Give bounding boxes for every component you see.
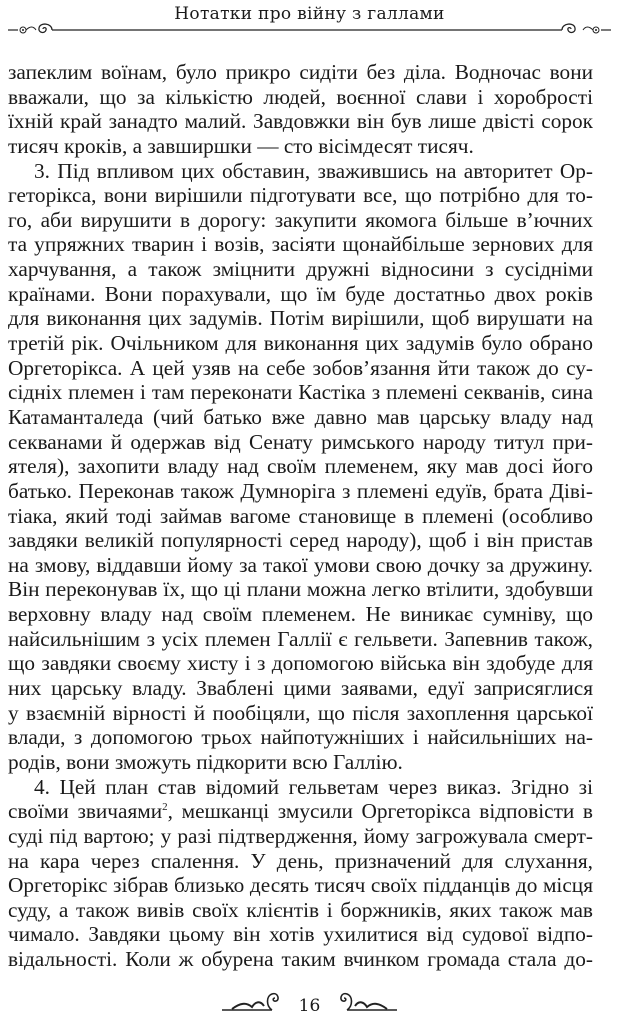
text-line: Оргеторікс зібрав близько десять тисяч своїх підданців до місця: [8, 873, 593, 898]
text-line: батько. Переконав також Думноріга з племені едуїв, брата Діві-: [8, 478, 593, 503]
text-fragment: своїми звичаями: [8, 799, 163, 824]
text-line: сідніх племен і там переконати Кастіка з племені секванів, сина: [8, 380, 593, 405]
text-line: для виконання цих задумів. Потім вирішили, щоб вирушати на: [8, 306, 593, 331]
text-line-with-footnote: [8, 799, 593, 824]
text-line: запеклим воїнам, було прикро сидіти без діла. Водночас вони: [8, 60, 593, 84]
text-line: суді під вартою; у разі підтвердження, йому загрожувала смерт-: [8, 823, 593, 848]
text-line: третій рік. Очільником для виконання цих задумів було обрано: [8, 331, 593, 356]
ornamental-header-rule-icon: [0, 20, 619, 40]
page-footer: [0, 990, 619, 1020]
text-line: родів, вони зможуть підкорити всю Галлію.: [8, 749, 403, 774]
text-line: суду, а також вивів своїх клієнтів і боржників, яких також мав: [8, 897, 593, 922]
running-title: Нотатки про війну з галлами: [174, 4, 445, 24]
text-line: харчування, а також зміцнити дружні відносини з сусідніми: [8, 257, 593, 282]
text-fragment: , мешканці змусили Оргеторікса відповісти в: [167, 799, 593, 824]
body-text: [8, 60, 593, 972]
text-line: верховну владу над своїм племенем. Не виникає сумніву, що: [8, 602, 593, 627]
text-line: їхній край занадто малий. Завдовжки він був лише двісті сорок: [8, 109, 593, 134]
paragraph-4-start: 4. Цей план став відомий гельветам через виказ. Згідно зі: [34, 774, 593, 799]
text-line: тисяч кроків, а завширшки — сто вісімдесят тисяч.: [8, 133, 474, 158]
text-line: геторікса, вони вирішили підготувати все, що потрібно для то-: [8, 183, 593, 208]
text-line: чимало. Завдяки цьому він хотів ухилитися від судової відпо-: [8, 922, 593, 947]
paragraph-3-start: 3. Під впливом цих обставин, зважившись на авторитет Ор-: [34, 158, 593, 183]
text-line: країнами. Вони порахували, що їм буде достатньо двох років: [8, 281, 593, 306]
text-line: ятеля), захопити владу над своїм племенем, яку мав досі його: [8, 454, 593, 479]
footnote-reference[interactable]: 2: [162, 801, 168, 814]
text-line: тіака, який тоді займав вагоме становище в племені (особливо: [8, 503, 593, 528]
text-line: Оргеторікса. А цей узяв на себе зобов’язання йти також до су-: [8, 355, 593, 380]
text-line: го, аби вирушити в дорогу: закупити якомога більше в’ючних: [8, 207, 593, 232]
text-line: Катаманталеда (чий батько вже давно мав царську владу над: [8, 404, 593, 429]
running-head: [0, 0, 619, 44]
text-line: влади, з допомогою трьох найпотужніших і найсильніших на-: [8, 725, 593, 750]
text-line: Він переконував їх, що ці плани можна легко втілити, здобувши: [8, 577, 593, 602]
right-flourish-icon: [327, 990, 397, 1014]
text-line: у взаємній вірності й пообіцяли, що після захоплення царської: [8, 700, 593, 725]
text-line: що завдяки своєму хисту і з допомогою війська він здобуде для: [8, 651, 593, 676]
text-line: відальності. Коли ж обурена таким вчинком громада стала до-: [8, 947, 593, 972]
text-line: них царську владу. Зваблені цими заявами, едуї заприсяглися: [8, 676, 593, 701]
page-number: 16: [298, 996, 321, 1016]
text-line: найсильнішим з усіх племен Галлії є гельвети. Запевнив також,: [8, 626, 593, 651]
text-line: секванами й одержав від Сенату римського народу титул при-: [8, 429, 593, 454]
text-line: завдяки великій популярності серед народу), щоб і він пристав: [8, 528, 593, 553]
text-line: вважали, що за кількістю людей, воєнної слави і хоробрості: [8, 84, 593, 109]
text-line: на змову, віддавши йому за такої умови свою дочку за дружину.: [8, 552, 593, 577]
text-line: та упряжних тварин і возів, засіяти щонайбільше зернових для: [8, 232, 593, 257]
text-line: на кара через спалення. У день, призначений для слухання,: [8, 848, 593, 873]
